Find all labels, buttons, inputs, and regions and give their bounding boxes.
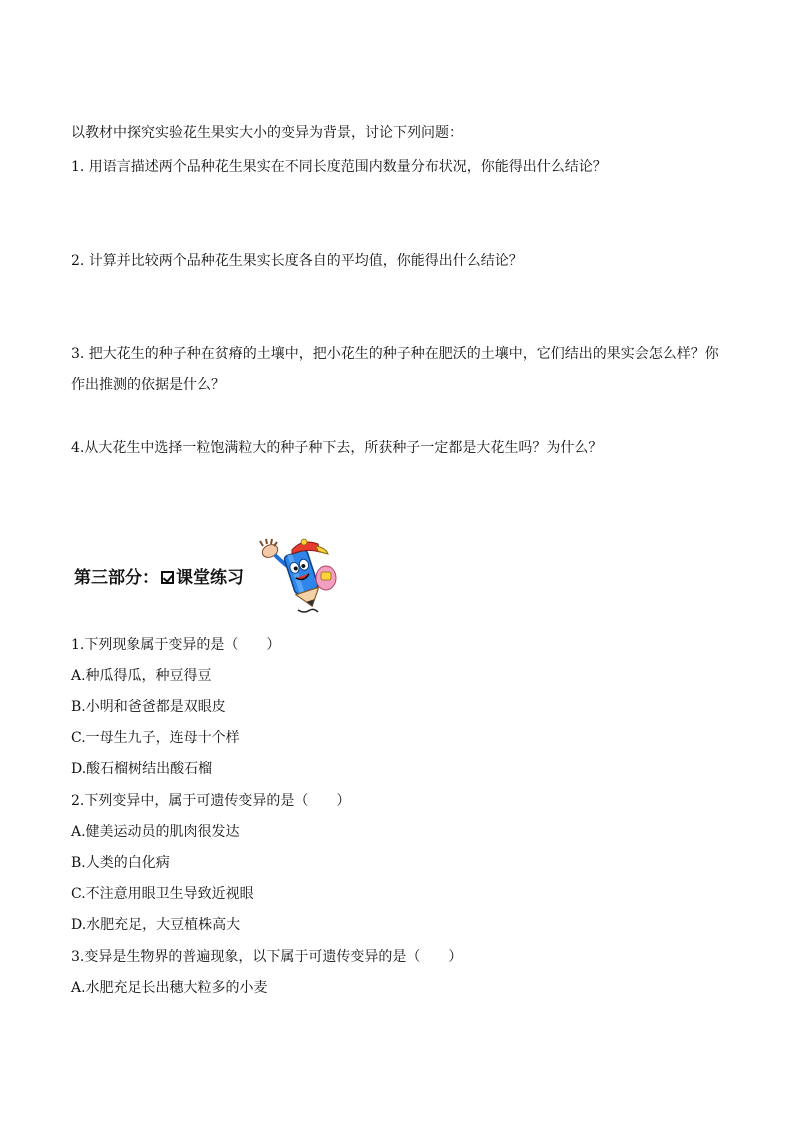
exercise-1-option-d: D.酸石榴树结出酸石榴 <box>71 761 213 777</box>
intro-text: 以教材中探究实验花生果实大小的变异为背景，讨论下列问题： <box>71 125 463 141</box>
exercise-2-option-c: C.不注意用眼卫生导致近视眼 <box>71 886 254 902</box>
section-3-title: 课堂练习 <box>176 568 244 588</box>
section-3-heading <box>74 567 244 589</box>
exercise-2-option-d: D.水肥充足，大豆植株高大 <box>71 917 241 933</box>
exercise-1-option-b: B.小明和爸爸都是双眼皮 <box>71 699 226 715</box>
section-3-prefix: 第三部分： <box>74 568 159 588</box>
discussion-question-3-line-2: 作出推测的依据是什么？ <box>71 377 225 393</box>
exercise-3-stem: 3.变异是生物界的普遍现象，以下属于可遗传变异的是（ ） <box>71 949 463 965</box>
discussion-question-1: 1. 用语言描述两个品种花生果实在不同长度范围内数量分布状况，你能得出什么结论？ <box>71 159 607 175</box>
exercise-1-stem: 1.下列现象属于变异的是（ ） <box>71 637 281 653</box>
exercise-1-option-c: C.一母生九子，连母十个样 <box>71 730 240 746</box>
discussion-question-4: 4.从大花生中选择一粒饱满粒大的种子种下去，所获种子一定都是大花生吗？为什么？ <box>71 440 603 456</box>
exercise-2-option-b: B.人类的白化病 <box>71 855 170 871</box>
discussion-question-2: 2. 计算并比较两个品种花生果实长度各自的平均值，你能得出什么结论？ <box>71 253 523 269</box>
exercise-3-option-a: A.水肥充足长出穗大粒多的小麦 <box>71 980 268 996</box>
checkbox-checked-icon <box>161 571 174 584</box>
pencil-mascot-icon <box>258 538 342 616</box>
exercise-2-option-a: A.健美运动员的肌肉很发达 <box>71 824 240 840</box>
exercise-2-stem: 2.下列变异中，属于可遗传变异的是（ ） <box>71 793 351 809</box>
exercise-1-option-a: A.种瓜得瓜，种豆得豆 <box>71 668 212 684</box>
discussion-question-3-line-1: 3. 把大花生的种子种在贫瘠的土壤中，把小花生的种子种在肥沃的土壤中，它们结出的果实会怎么样？你 <box>71 346 719 362</box>
